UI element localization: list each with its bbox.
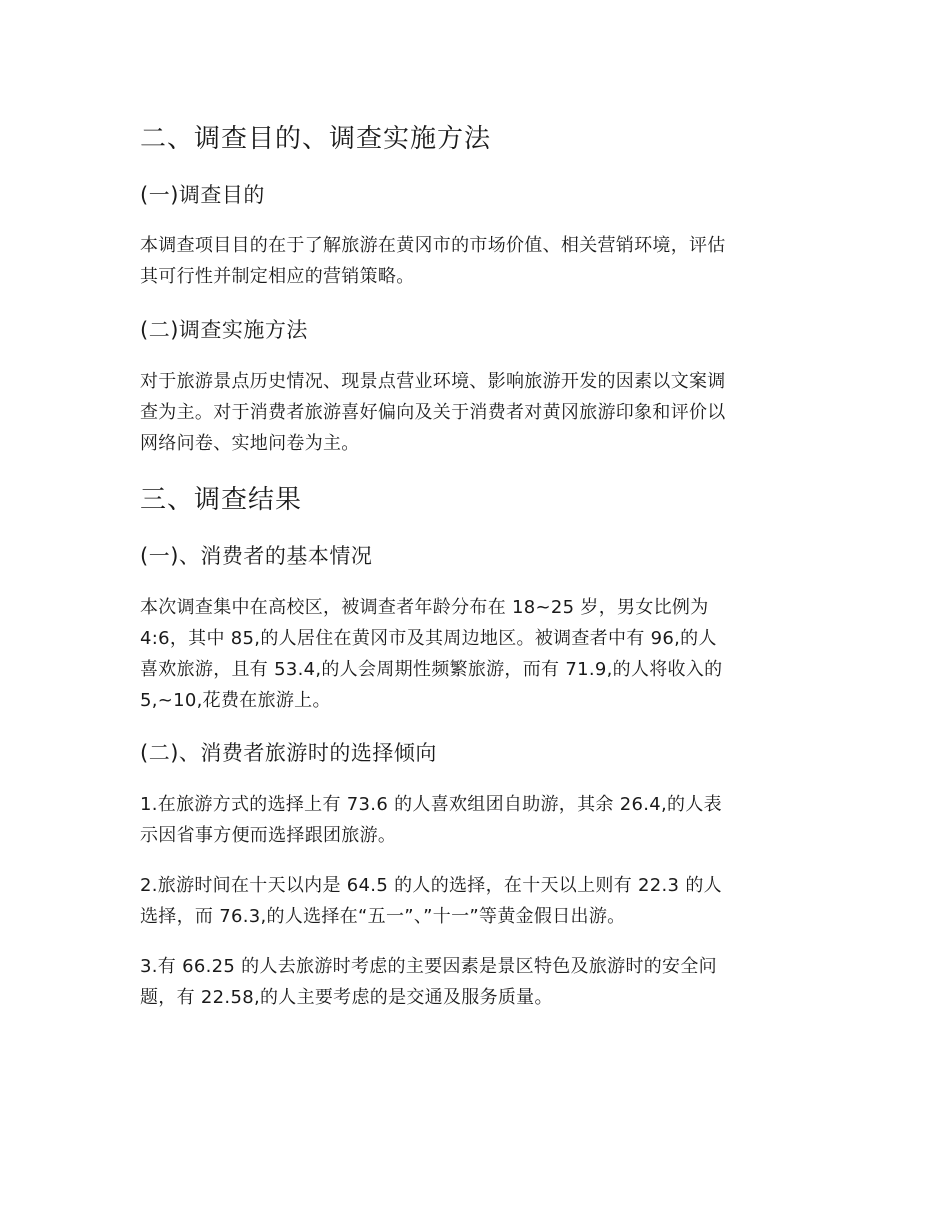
- paragraph-line: 4:6，其中 85,的人居住在黄冈市及其周边地区。被调查者中有 96,的人: [140, 628, 717, 649]
- section-2-2-paragraph: [140, 366, 812, 459]
- list-item: [140, 951, 812, 1013]
- paragraph-line: 2.旅游时间在十天以内是 64.5 的人的选择，在十天以上则有 22.3 的人: [140, 875, 722, 896]
- paragraph-line: 1.在旅游方式的选择上有 73.6 的人喜欢组团自助游，其余 26.4,的人表: [140, 794, 722, 815]
- paragraph-line: 本调查项目目的在于了解旅游在黄冈市的市场价值、相关营销环境，评估: [140, 235, 726, 256]
- section-3-heading: 三、调查结果: [140, 485, 303, 515]
- section-2-1-paragraph: [140, 230, 812, 292]
- paragraph-line: 对于旅游景点历史情况、现景点营业环境、影响旅游开发的因素以文案调: [140, 371, 726, 392]
- paragraph-line: 示因省事方便而选择跟团旅游。: [140, 825, 397, 846]
- section-3-1-paragraph: [140, 592, 812, 716]
- list-item: [140, 870, 812, 932]
- paragraph-line: 喜欢旅游，且有 53.4,的人会周期性频繁旅游，而有 71.9,的人将收入的: [140, 659, 723, 680]
- paragraph-line: 选择，而 76.3,的人选择在“五一”、”十一”等黄金假日出游。: [140, 906, 626, 927]
- section-3-1-heading: (一)、消费者的基本情况: [140, 544, 373, 568]
- section-2-1-heading: (一)调查目的: [140, 183, 265, 207]
- paragraph-line: 网络问卷、实地问卷为主。: [140, 433, 360, 454]
- paragraph-line: 其可行性并制定相应的营销策略。: [140, 266, 415, 287]
- section-2-heading: 二、调查目的、调查实施方法: [140, 124, 492, 154]
- paragraph-line: 3.有 66.25 的人去旅游时考虑的主要因素是景区特色及旅游时的安全问: [140, 956, 717, 977]
- paragraph-line: 本次调查集中在高校区，被调查者年龄分布在 18~25 岁，男女比例为: [140, 597, 709, 618]
- section-3-2-heading: (二)、消费者旅游时的选择倾向: [140, 741, 437, 765]
- paragraph-line: 查为主。对于消费者旅游喜好偏向及关于消费者对黄冈旅游印象和评价以: [140, 402, 726, 423]
- section-2-2-heading: (二)调查实施方法: [140, 318, 308, 342]
- paragraph-line: 5,~10,花费在旅游上。: [140, 690, 331, 711]
- paragraph-line: 题，有 22.58,的人主要考虑的是交通及服务质量。: [140, 987, 553, 1008]
- list-item: [140, 789, 812, 851]
